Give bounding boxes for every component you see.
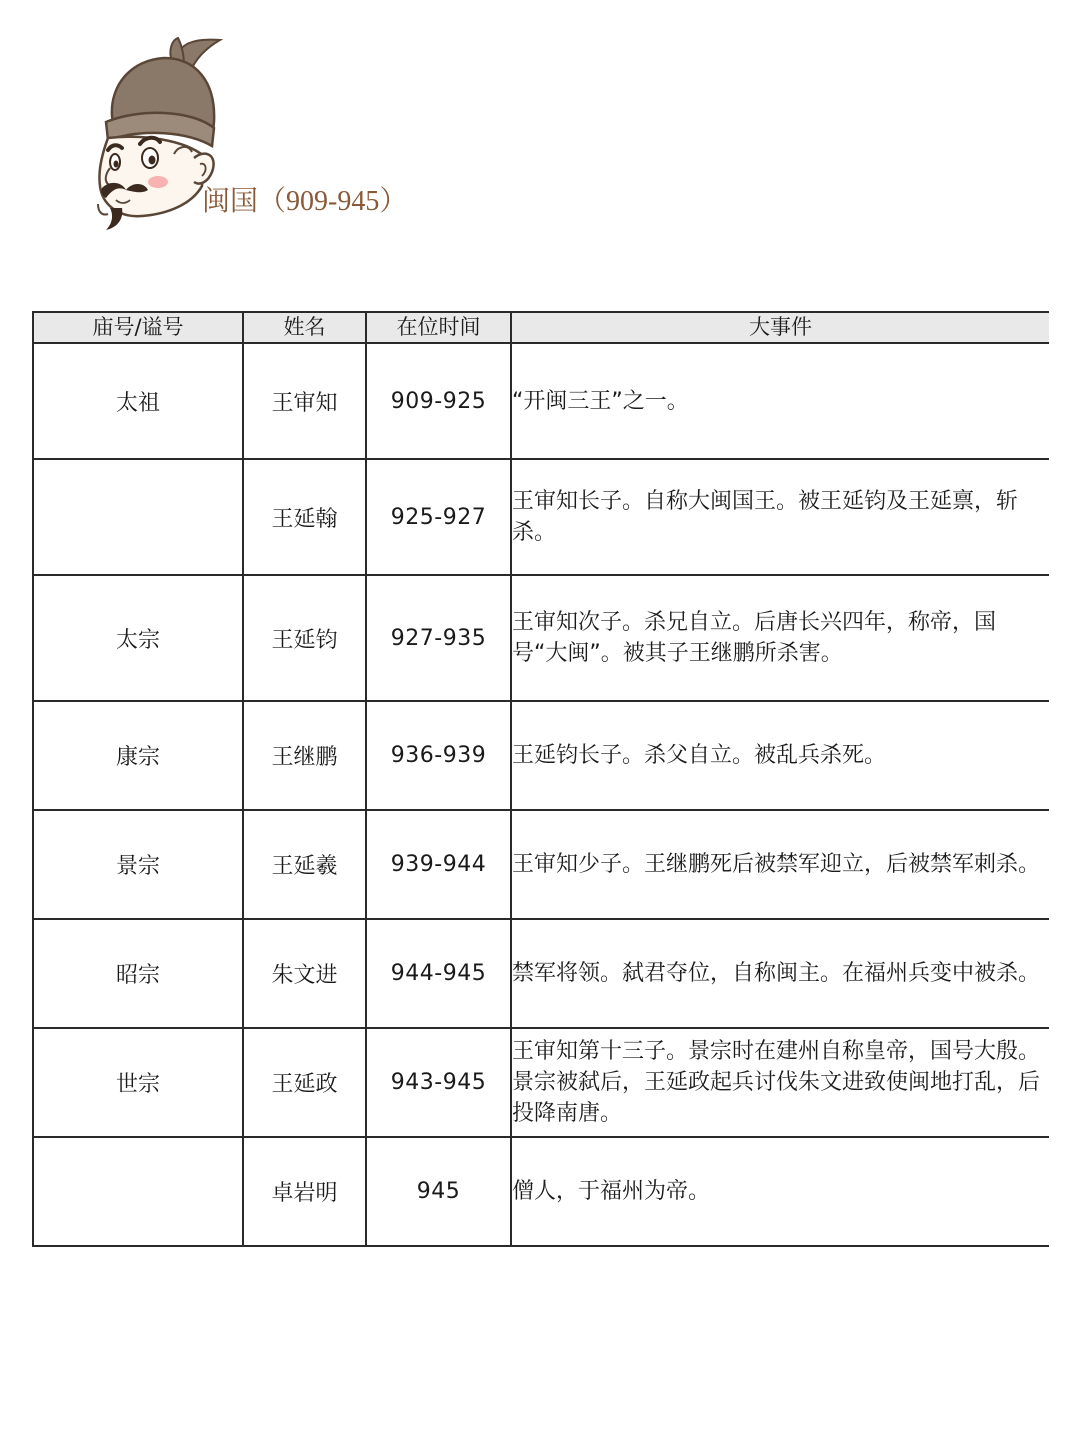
- reign-years-cell: 936-939: [366, 701, 511, 810]
- event-cell: 王审知少子。王继鹏死后被禁军迎立，后被禁军刺杀。: [511, 810, 1049, 919]
- event-cell: 王审知长子。自称大闽国王。被王延钧及王延禀，斩杀。: [511, 459, 1049, 575]
- column-header-reign: 在位时间: [366, 312, 511, 343]
- reign-years-cell: 943-945: [366, 1028, 511, 1137]
- dynasty-title: 闽国（909-945）: [202, 186, 408, 217]
- table-row: [33, 575, 1049, 701]
- ruler-name-cell: 王审知: [243, 343, 366, 459]
- ruler-name-cell: 王延羲: [243, 810, 366, 919]
- table-row: [33, 701, 1049, 810]
- ruler-name-cell: 王继鹏: [243, 701, 366, 810]
- temple-name-cell: 景宗: [33, 810, 243, 919]
- event-cell: 王审知第十三子。景宗时在建州自称皇帝，国号大殷。景宗被弑后，王延政起兵讨伐朱文进致使闽地打乱，后投降南唐。: [511, 1028, 1049, 1137]
- ruler-name-cell: 王延钧: [243, 575, 366, 701]
- table-row: [33, 1137, 1049, 1246]
- reign-years-cell: 939-944: [366, 810, 511, 919]
- temple-name-cell: 昭宗: [33, 919, 243, 1028]
- temple-name-cell: 太祖: [33, 343, 243, 459]
- event-cell: 王延钧长子。杀父自立。被乱兵杀死。: [511, 701, 1049, 810]
- event-cell: 王审知次子。杀兄自立。后唐长兴四年，称帝，国号“大闽”。被其子王继鹏所杀害。: [511, 575, 1049, 701]
- table-row: [33, 343, 1049, 459]
- column-header-events: 大事件: [511, 312, 1049, 343]
- table-row: [33, 459, 1049, 575]
- event-cell: 禁军将领。弑君夺位，自称闽主。在福州兵变中被杀。: [511, 919, 1049, 1028]
- column-header-name: 姓名: [243, 312, 366, 343]
- table-header-row: [33, 312, 1049, 343]
- reign-years-cell: 927-935: [366, 575, 511, 701]
- temple-name-cell: 太宗: [33, 575, 243, 701]
- rulers-table: [32, 311, 1049, 1247]
- reign-years-cell: 944-945: [366, 919, 511, 1028]
- reign-years-cell: 909-925: [366, 343, 511, 459]
- event-cell: 僧人，于福州为帝。: [511, 1137, 1049, 1246]
- reign-years-cell: 925-927: [366, 459, 511, 575]
- table-row: [33, 810, 1049, 919]
- ruler-name-cell: 朱文进: [243, 919, 366, 1028]
- ruler-name-cell: 王延政: [243, 1028, 366, 1137]
- event-cell: “开闽三王”之一。: [511, 343, 1049, 459]
- table-row: [33, 919, 1049, 1028]
- temple-name-cell: 世宗: [33, 1028, 243, 1137]
- ruler-name-cell: 卓岩明: [243, 1137, 366, 1246]
- temple-name-cell: [33, 1137, 243, 1246]
- temple-name-cell: 康宗: [33, 701, 243, 810]
- column-header-temple-name: 庙号/谥号: [33, 312, 243, 343]
- reign-years-cell: 945: [366, 1137, 511, 1246]
- temple-name-cell: [33, 459, 243, 575]
- table-row: [33, 1028, 1049, 1137]
- ruler-name-cell: 王延翰: [243, 459, 366, 575]
